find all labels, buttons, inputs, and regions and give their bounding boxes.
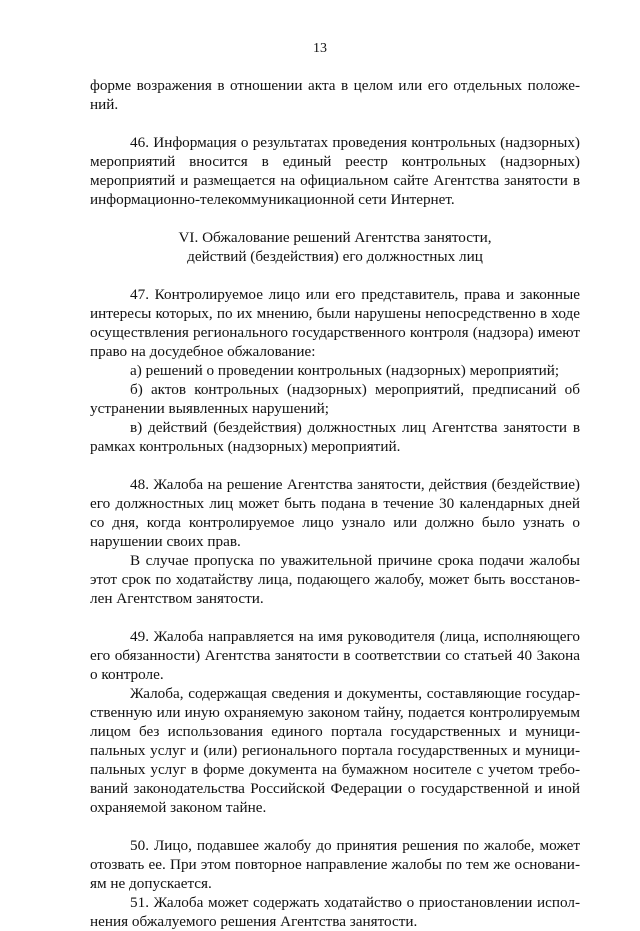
spacer — [90, 456, 580, 475]
spacer — [90, 608, 580, 627]
paragraph-47-item-c: в) действий (бездействия) должностных лиц Агентства занятости в рамках контрольных (надзорных) мероприятий. — [90, 419, 580, 455]
spacer — [90, 817, 580, 836]
section-heading-line-2: действий (бездействия) его должностных лиц — [187, 248, 483, 265]
paragraph-50: 50. Лицо, подавшее жалобу до принятия решения по жалобе, может отозвать ее. При этом повторное направление жалобы по тем же основаниям не допускается. — [90, 837, 580, 892]
paragraph-49: 49. Жалоба направляется на имя руководителя (лица, исполняющего его обязанности) Агентства занятости в соответствии со статьей 40 Закона о контроле. — [90, 628, 580, 683]
paragraph-48-continued: В случае пропуска по уважительной причине срока подачи жалобы этот срок по ходатайству лица, подающего жалобу, может быть восстановлен Агентством занятости. — [90, 552, 580, 607]
paragraph-47-item-a: а) решений о проведении контрольных (надзорных) мероприятий; — [130, 362, 560, 379]
paragraph-48: 48. Жалоба на решение Агентства занятости, действия (бездействие) его должностных лиц может быть подана в течение 30 календарных дней со дня, когда контролируемое лицо узнало или должно было узнать о нарушении своих прав. — [90, 476, 580, 550]
paragraph-51: 51. Жалоба может содержать ходатайство о приостановлении исполнения обжалуемого решения Агентства занятости. — [90, 894, 580, 930]
page-number: 13 — [313, 41, 327, 56]
spacer — [90, 266, 580, 285]
paragraph-46: 46. Информация о результатах проведения контрольных (надзорных) мероприятий вносится в единый реестр контрольных (надзорных) мероприятий и размещается на официальном сайте Агентства занятости в информационно-телекоммуникационной сети Интернет. — [90, 134, 580, 208]
spacer — [90, 209, 580, 228]
paragraph-47: 47. Контролируемое лицо или его представитель, права и законные интересы которых, по их мнению, были нарушены непосредственно в ходе осуществления регионального государственного контроля (надзора) имеют право на досудебное обжалование: — [90, 286, 580, 360]
paragraph-47-item-b: б) актов контрольных (надзорных) мероприятий, предписаний об устранении выявленных нарушений; — [90, 381, 580, 417]
paragraph-49-continued: Жалоба, содержащая сведения и документы, составляющие государственную или иную охраняемую законом тайну, подается контролируемым лицом без использования единого портала государственных и муниципальных услуг и (или) регионального портала государственных и муниципальных услуг в форме документа на бумажном носителе с учетом требований законодательства Российской Федерации о государственной и иной охраняемой законом тайне. — [90, 685, 580, 816]
spacer — [90, 114, 580, 133]
section-heading-line-1: VI. Обжалование решений Агентства занятости, — [178, 229, 492, 246]
paragraph-continuation: форме возражения в отношении акта в целом или его отдельных положений. — [90, 77, 580, 113]
document-body — [90, 76, 580, 931]
